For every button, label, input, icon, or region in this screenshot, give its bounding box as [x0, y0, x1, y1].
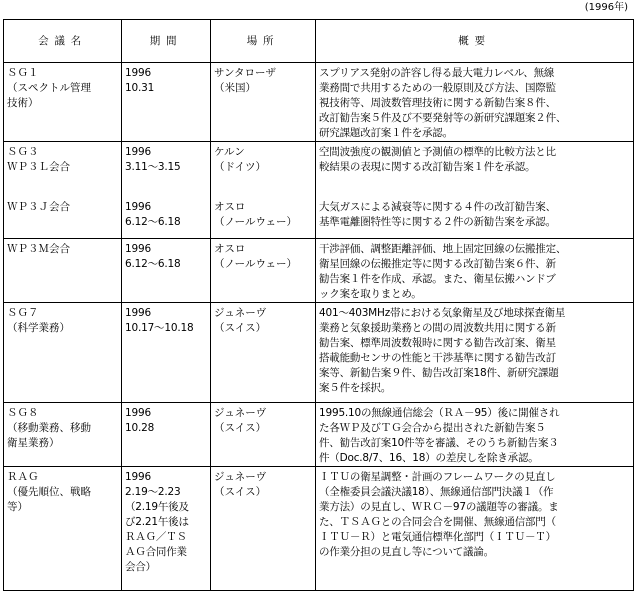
period-line: 10.17～10.18	[125, 322, 194, 334]
summary-line: の作業分担の見直し等について議論。	[319, 546, 494, 558]
summary-line: 研究課題改訂案１件を承認。	[319, 127, 453, 139]
period-line: 1996	[125, 146, 151, 158]
summary-line: 大気ガスによる減衰等に関する４件の改訂勧告案、	[319, 200, 556, 213]
summary-line: 衛星回線の伝搬推定等に関する改訂勧告案６件、新	[319, 258, 556, 270]
summary-line: （全権委員会議決議18）、無線通信部門決議１（作	[319, 486, 554, 498]
period-line: 会合）	[125, 561, 156, 573]
cell-place	[211, 239, 316, 303]
meeting-line: ＳＧ７	[7, 307, 39, 319]
table-row	[4, 197, 634, 239]
table-row	[4, 303, 634, 403]
summary-line: スプリアス発射の許容し得る最大電力レベル、無線	[319, 67, 555, 79]
meeting-line: （科学業務）	[7, 322, 70, 334]
period-line: 1996	[125, 407, 151, 419]
cell-period	[122, 197, 211, 239]
cell-place	[211, 467, 316, 591]
summary-line: 業務間で共用するための一般原則及び方法、国際監	[319, 82, 556, 94]
summary-line: 業方法）の見直し、ＷＲＣ－97の議題等の審議。ま	[319, 501, 559, 513]
summary-line: 件（Doc.8/7、16、18）の差戻しを除き承認。	[319, 452, 539, 464]
cell-meeting	[4, 303, 122, 403]
meeting-line: ＲＡＧ	[7, 471, 39, 483]
table-header-row	[4, 20, 634, 63]
meeting-line: ＷＰ３Ｍ会合	[7, 243, 70, 255]
summary-line: た各ＷＰ及びＴＧ会合から提出された新勧告案５	[319, 422, 546, 434]
cell-meeting	[4, 197, 122, 239]
place-line: （スイス）	[214, 322, 267, 334]
cell-period	[122, 63, 211, 142]
summary-line: ック案を取りまとめ。	[319, 288, 422, 300]
place-line: （米国）	[214, 82, 256, 94]
meeting-line: （スペクトル管理	[7, 82, 91, 94]
cell-place	[211, 403, 316, 467]
table-row	[4, 403, 634, 467]
summary-line: 勧告案１件を作成、承認。また、衛星伝搬ハンドブ	[319, 273, 556, 285]
period-line: 1996	[125, 67, 151, 79]
place-line: ジュネーヴ	[214, 471, 267, 483]
cell-place	[211, 63, 316, 142]
place-line: ジュネーヴ	[214, 307, 267, 319]
cell-period	[122, 303, 211, 403]
summary-line: た、ＴＳＡＧとの合同会合を開催、無線通信部門（	[319, 516, 556, 528]
summary-line: 401～403MHz帯における気象衛星及び地球探査衛星	[319, 307, 566, 319]
summary-line: 改訂勧告案５件及び不要発射等の新研究課題案２件、	[319, 112, 567, 124]
period-line: 1996	[125, 471, 151, 483]
summary-line: 1995.10の無線通信総会（ＲＡ－95）後に開催され	[319, 407, 560, 419]
place-line: ケルン	[214, 146, 245, 158]
summary-line: ＩＴＵ－Ｒ）と電気通信標準化部門（ＩＴＵ－Ｔ）	[319, 531, 556, 543]
header-place: 場所	[211, 20, 316, 63]
place-line: （ノールウェー）	[214, 258, 298, 270]
period-line: 6.12～6.18	[125, 258, 181, 270]
period-line: 1996	[125, 243, 151, 255]
period-line: 1996	[125, 200, 151, 213]
cell-summary	[316, 403, 634, 467]
cell-summary	[316, 239, 634, 303]
summary-line: 視技術等、周波数管理技術に関する新勧告案８件、	[319, 97, 556, 109]
cell-place	[211, 303, 316, 403]
period-line: 1996	[125, 307, 151, 319]
table-row	[4, 467, 634, 591]
summary-line: 干渉評価、調整距離評価、地上固定回線の伝搬推定、	[319, 243, 567, 255]
period-line: 10.28	[125, 422, 155, 434]
cell-meeting	[4, 142, 122, 197]
meeting-line: ＳＧ８	[7, 407, 39, 419]
meeting-line: 技術）	[7, 97, 39, 109]
cell-summary	[316, 303, 634, 403]
cell-summary	[316, 63, 634, 142]
cell-summary	[316, 142, 634, 197]
year-note: (1996年)	[584, 2, 628, 13]
period-line: 10.31	[125, 82, 155, 94]
summary-line: ＩＴＵの衛星調整・計画のフレームワークの見直し	[319, 471, 556, 483]
period-line: ＲＡＧ／ＴＳ	[125, 531, 187, 543]
summary-line: 件、勧告改訂案10件等を審議、そのうち新勧告案３	[319, 437, 559, 449]
period-line: 2.19～2.23	[125, 486, 181, 498]
header-summary: 概要	[316, 20, 634, 63]
meeting-line: （優先順位、戦略	[7, 486, 91, 498]
period-line: （2.19午後及	[125, 501, 189, 513]
cell-meeting	[4, 467, 122, 591]
header-period: 期間	[122, 20, 211, 63]
meeting-line: 等）	[7, 501, 28, 513]
place-line: （スイス）	[214, 486, 267, 498]
cell-place	[211, 197, 316, 239]
cell-period	[122, 467, 211, 591]
place-line: （スイス）	[214, 422, 267, 434]
place-line: オスロ	[214, 243, 246, 255]
period-line: び2.21午後は	[125, 516, 189, 528]
cell-period	[122, 142, 211, 197]
meeting-line: （移動業務、移動	[7, 422, 91, 434]
period-line: 3.11～3.15	[125, 161, 181, 173]
summary-line: 案等、新勧告案９件、勧告改訂案18件、新研究課題	[319, 367, 559, 379]
summary-line: 搭載能動センサの性能と干渉基準に関する勧告改訂	[319, 352, 556, 364]
place-line: サンタローザ	[214, 67, 277, 79]
cell-summary	[316, 467, 634, 591]
summary-line: 勧告案、標準周波数報時に関する勧告改訂案、衛星	[319, 337, 556, 349]
cell-meeting	[4, 403, 122, 467]
cell-period	[122, 403, 211, 467]
summary-line: 基準電離圏特性等に関する２件の新勧告案を承認。	[319, 215, 556, 228]
header-meeting: 会議名	[4, 20, 122, 63]
table-body	[4, 63, 634, 591]
summary-line: 較結果の表現に関する改訂勧告案１件を承認。	[319, 161, 536, 173]
table-row	[4, 142, 634, 197]
place-line: オスロ	[214, 200, 246, 213]
meeting-line: 衛星業務）	[7, 437, 60, 449]
meeting-line: ＷＰ３Ｊ会合	[7, 200, 70, 213]
place-line: ジュネーヴ	[214, 407, 267, 419]
meeting-line: ＷＰ３Ｌ会合	[7, 161, 70, 173]
cell-summary	[316, 197, 634, 239]
cell-period	[122, 239, 211, 303]
table-row	[4, 239, 634, 303]
period-line: ＡＧ合同作業	[125, 546, 187, 558]
summary-line: 空間波強度の観測値と予測値の標準的比較方法と比	[319, 146, 556, 158]
period-line: 6.12～6.18	[125, 215, 181, 228]
cell-meeting	[4, 239, 122, 303]
cell-meeting	[4, 63, 122, 142]
summary-line: 業務と気象援助業務との間の周波数共用に関する新	[319, 322, 556, 334]
meetings-table	[3, 19, 634, 591]
place-line: （ノールウェー）	[214, 215, 298, 228]
cell-place	[211, 142, 316, 197]
meeting-line: ＳＧ３	[7, 146, 39, 158]
summary-line: 案５件を採択。	[319, 382, 392, 394]
table-row	[4, 63, 634, 142]
place-line: （ドイツ）	[214, 161, 266, 173]
meeting-line: ＳＧ１	[7, 67, 39, 79]
